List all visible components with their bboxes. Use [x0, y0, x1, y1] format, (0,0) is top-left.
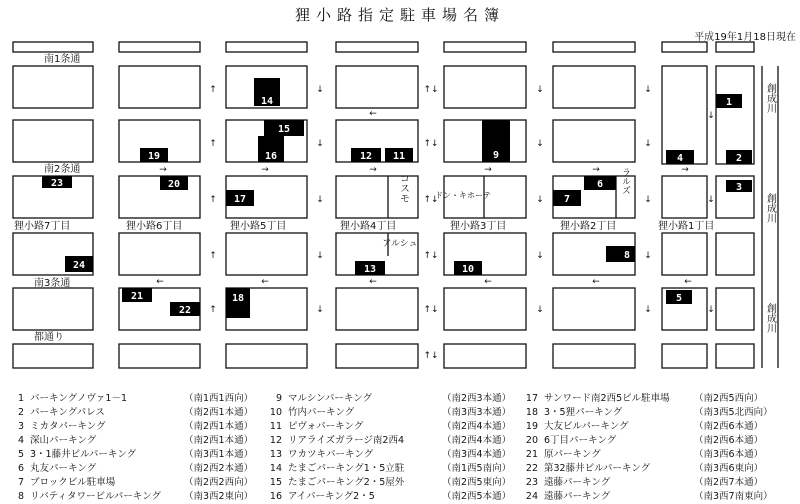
svg-text:9: 9	[492, 150, 500, 161]
legend-item	[4, 418, 253, 432]
parking-lot-2	[726, 150, 752, 164]
parking-lot-18	[226, 288, 250, 318]
legend-item	[518, 404, 773, 418]
legend-item	[262, 474, 511, 488]
svg-text:↓: ↓	[536, 251, 544, 261]
svg-text:16: 16	[264, 151, 278, 162]
river-label: 創成川	[764, 83, 776, 113]
block	[336, 344, 418, 368]
page-title: 狸小路指定駐車場名簿	[294, 6, 505, 24]
legend-number: 16	[269, 491, 282, 502]
tanuki-label-2: 狸小路2丁目	[560, 221, 617, 232]
svg-text:→: →	[484, 165, 492, 175]
svg-text:↓: ↓	[644, 305, 652, 315]
legend-number: 12	[269, 435, 282, 446]
legend-item	[518, 390, 763, 404]
svg-text:5: 5	[675, 293, 683, 304]
parking-lot-11	[385, 148, 413, 162]
block	[444, 42, 526, 52]
date-note: 平成19年1月18日現在	[694, 32, 796, 43]
legend-name: ブロックビル駐車場	[30, 477, 116, 488]
legend-number: 14	[269, 463, 282, 474]
svg-text:↓: ↓	[707, 195, 715, 205]
block	[13, 120, 93, 162]
block	[119, 66, 200, 108]
legend-direction: （南2西1本通）	[184, 421, 254, 432]
legend-name: ピヴォパーキング	[288, 421, 364, 432]
legend-direction: （南2西1本通）	[184, 435, 254, 446]
block	[662, 233, 707, 275]
legend-direction: （南3西6本通）	[694, 449, 764, 460]
legend-number: 1	[17, 393, 24, 404]
legend-item	[518, 418, 763, 432]
svg-text:18: 18	[231, 293, 245, 304]
legend-item	[518, 446, 763, 460]
block	[553, 288, 635, 330]
block	[553, 66, 635, 108]
street-label-s2: 南2条通	[44, 164, 81, 175]
block	[662, 42, 707, 52]
legend-number: 6	[17, 463, 24, 474]
legend-direction: （南2西3本通）	[442, 393, 512, 404]
svg-text:↓: ↓	[644, 85, 652, 95]
legend-direction: （南2西1本通）	[184, 407, 254, 418]
svg-text:10: 10	[461, 264, 475, 275]
building-label-rals: ラルズ	[620, 167, 630, 195]
parking-lot-23	[42, 176, 72, 189]
legend-number: 19	[525, 421, 538, 432]
block	[662, 344, 707, 368]
legend-name: 原パーキング	[544, 449, 601, 460]
legend-item	[262, 446, 511, 460]
svg-text:↓: ↓	[316, 305, 324, 315]
svg-text:→: →	[369, 165, 377, 175]
svg-text:22: 22	[178, 305, 192, 316]
legend-direction: （南2西2西向）	[184, 477, 254, 488]
legend-number: 4	[17, 435, 24, 446]
block	[336, 288, 418, 330]
parking-lot-8	[606, 246, 635, 262]
svg-text:→: →	[681, 165, 689, 175]
legend-name: 深山パーキング	[30, 435, 97, 446]
svg-text:↓: ↓	[536, 305, 544, 315]
block	[119, 233, 200, 275]
tanuki-label-4: 狸小路4丁目	[340, 221, 397, 232]
legend-number: 7	[17, 477, 24, 488]
svg-text:11: 11	[392, 151, 406, 162]
legend	[0, 386, 800, 504]
tanuki-label-1: 狸小路1丁目	[658, 221, 715, 232]
legend-direction: （南2西4本通）	[442, 435, 512, 446]
parking-lot-13	[355, 261, 385, 275]
svg-text:↓: ↓	[316, 139, 324, 149]
legend-item	[262, 432, 511, 446]
legend-item	[4, 432, 253, 446]
tanuki-label-6: 狸小路6丁目	[126, 221, 183, 232]
svg-text:↓: ↓	[707, 111, 715, 121]
svg-text:7: 7	[563, 194, 571, 205]
parking-lot-16	[258, 136, 284, 162]
legend-direction: （南3西2東向）	[184, 491, 254, 502]
parking-lot-3	[726, 180, 752, 193]
svg-text:24: 24	[72, 260, 86, 271]
svg-text:←: ←	[484, 277, 492, 287]
legend-item	[518, 460, 763, 474]
legend-direction: （南1西1西向）	[184, 393, 254, 404]
svg-text:17: 17	[233, 194, 247, 205]
svg-text:23: 23	[50, 178, 64, 189]
block	[716, 66, 754, 164]
svg-text:↓: ↓	[536, 139, 544, 149]
block	[716, 288, 754, 330]
legend-number: 3	[17, 421, 24, 432]
block	[13, 66, 93, 108]
street-label-s1: 南1条通	[44, 54, 81, 65]
legend-item	[262, 460, 511, 474]
tanuki-label-3: 狸小路3丁目	[450, 221, 507, 232]
legend-item	[262, 390, 511, 404]
block	[553, 42, 635, 52]
parking-lot-1	[716, 94, 742, 108]
svg-text:15: 15	[277, 124, 291, 135]
svg-text:↑↓: ↑↓	[423, 251, 439, 261]
block	[13, 288, 93, 330]
legend-number: 23	[525, 477, 538, 488]
river-label: 創成川	[764, 303, 776, 333]
legend-item	[4, 460, 253, 474]
tanuki-label-7: 狸小路7丁目	[14, 221, 71, 232]
legend-name: 3・1藤井ビルパーキング	[30, 449, 137, 460]
legend-direction: （南2西2本通）	[184, 463, 254, 474]
block	[226, 42, 307, 52]
legend-number: 15	[269, 477, 282, 488]
legend-item	[262, 418, 511, 432]
svg-text:1: 1	[725, 97, 733, 108]
legend-item	[518, 474, 763, 488]
parking-lot-9	[482, 120, 510, 162]
svg-text:→: →	[261, 165, 269, 175]
svg-text:↓: ↓	[536, 195, 544, 205]
legend-name: ミカタパーキング	[30, 421, 106, 432]
legend-number: 8	[17, 491, 24, 502]
parking-lot-22	[170, 302, 200, 316]
legend-name: 遠藤パーキング	[544, 491, 611, 502]
svg-text:←: ←	[156, 277, 164, 287]
legend-item	[4, 474, 253, 488]
parking-lot-15	[264, 120, 304, 136]
street-label-miyako: 都通り	[34, 332, 64, 343]
legend-direction: （南2西7本通）	[694, 477, 764, 488]
legend-number: 17	[525, 393, 538, 404]
svg-text:12: 12	[359, 151, 373, 162]
legend-direction: （南3西1本通）	[184, 449, 254, 460]
block	[716, 42, 754, 52]
block	[119, 42, 200, 52]
block	[336, 66, 418, 108]
svg-text:20: 20	[167, 179, 181, 190]
legend-direction: （南2西5西向）	[694, 393, 764, 404]
legend-number: 13	[269, 449, 282, 460]
legend-number: 2	[17, 407, 24, 418]
block	[716, 344, 754, 368]
svg-text:19: 19	[147, 151, 161, 162]
tanuki-label-5: 狸小路5丁目	[230, 221, 287, 232]
parking-lot-12	[351, 148, 381, 162]
legend-name: 6丁目パーキング	[544, 435, 617, 446]
svg-text:21: 21	[130, 291, 144, 302]
svg-text:↓: ↓	[316, 251, 324, 261]
svg-text:←: ←	[684, 277, 692, 287]
legend-name: リバティタワービルパーキング	[30, 491, 162, 502]
legend-direction: （南3西6東向）	[694, 463, 764, 474]
block	[444, 344, 526, 368]
svg-text:→: →	[159, 165, 167, 175]
legend-item	[518, 488, 773, 502]
legend-item	[518, 432, 763, 446]
parking-lot-4	[666, 150, 694, 164]
svg-text:←: ←	[369, 109, 377, 119]
legend-name: 遠藤パーキング	[544, 477, 611, 488]
legend-number: 10	[269, 407, 282, 418]
block	[336, 42, 418, 52]
parking-lot-19	[140, 148, 168, 162]
legend-name: 大友ビルパーキング	[544, 421, 629, 432]
legend-name: たまごパーキング1・5立駐	[288, 463, 405, 474]
svg-text:3: 3	[735, 182, 743, 193]
legend-number: 22	[525, 463, 538, 474]
svg-text:←: ←	[369, 277, 377, 287]
legend-name: ワカツキパーキング	[288, 449, 374, 460]
block	[553, 120, 635, 162]
legend-direction: （南3西7南東向）	[694, 491, 773, 502]
building-label-arsh: アルシュ	[382, 239, 418, 249]
legend-direction: （南2西5本通）	[442, 491, 512, 502]
svg-text:↓: ↓	[644, 251, 652, 261]
svg-text:13: 13	[363, 264, 377, 275]
building-label-don: ドン・キホーテ	[435, 191, 491, 200]
legend-item	[4, 404, 253, 418]
parking-lot-6	[584, 176, 616, 190]
legend-direction: （南1西5南向）	[442, 463, 512, 474]
block	[226, 233, 307, 275]
legend-name: パーキングノヴァ1－1	[30, 393, 128, 404]
legend-name: マルシンパーキング	[288, 393, 373, 404]
svg-text:←: ←	[261, 277, 269, 287]
svg-text:↓: ↓	[536, 85, 544, 95]
block	[226, 344, 307, 368]
legend-direction: （南2西6本通）	[694, 421, 764, 432]
parking-lot-21	[122, 288, 152, 302]
legend-direction: （南3西4本通）	[442, 449, 512, 460]
legend-number: 18	[525, 407, 538, 418]
legend-name: 第32藤井ビルパーキング	[544, 463, 651, 474]
building-label-cosmo: コスモ	[397, 173, 409, 203]
svg-text:14: 14	[260, 96, 274, 107]
block	[13, 344, 93, 368]
legend-name: パーキングパレス	[30, 407, 105, 418]
svg-text:↓: ↓	[316, 195, 324, 205]
legend-item	[262, 404, 511, 418]
legend-number: 20	[525, 435, 538, 446]
block	[444, 66, 526, 108]
parking-lot-7	[553, 190, 581, 206]
svg-text:→: →	[592, 165, 600, 175]
legend-number: 24	[525, 491, 538, 502]
legend-number: 5	[17, 449, 24, 460]
legend-item	[4, 446, 253, 460]
svg-text:↑: ↑	[209, 85, 217, 95]
legend-number: 9	[275, 393, 282, 404]
svg-text:↑↓: ↑↓	[423, 351, 439, 361]
legend-name: 丸友パーキング	[30, 463, 97, 474]
legend-direction: （南3西3本通）	[442, 407, 512, 418]
parking-lot-5	[666, 290, 692, 304]
legend-name: リアライズガラージ南2西4	[288, 435, 405, 446]
legend-direction: （南3西5北西向）	[694, 407, 773, 418]
block	[444, 288, 526, 330]
block	[662, 66, 707, 164]
legend-name: 3・5狸パーキング	[544, 407, 623, 418]
svg-text:↓: ↓	[644, 195, 652, 205]
legend-item	[262, 488, 511, 502]
parking-lot-17	[226, 190, 254, 206]
legend-name: 竹内パーキング	[288, 407, 355, 418]
svg-text:↓: ↓	[644, 139, 652, 149]
svg-text:↑: ↑	[209, 195, 217, 205]
block	[662, 176, 707, 218]
svg-text:↑↓: ↑↓	[423, 139, 439, 149]
legend-item	[4, 488, 253, 502]
svg-text:2: 2	[735, 153, 743, 164]
parking-lot-24	[65, 256, 93, 272]
svg-text:↑↓: ↑↓	[423, 195, 439, 205]
svg-text:↑↓: ↑↓	[423, 305, 439, 315]
legend-number: 21	[525, 449, 538, 460]
legend-name: サンワード南2西5ビル駐車場	[544, 393, 670, 404]
legend-name: アイパーキング2・5	[288, 491, 375, 502]
legend-number: 11	[269, 421, 282, 432]
legend-direction: （南2西5東向）	[442, 477, 512, 488]
svg-text:↑: ↑	[209, 251, 217, 261]
svg-text:←: ←	[592, 277, 600, 287]
block	[553, 344, 635, 368]
street-label-s3: 南3条通	[34, 278, 71, 289]
svg-text:↓: ↓	[316, 85, 324, 95]
legend-item	[4, 390, 253, 404]
block	[13, 42, 93, 52]
parking-lot-20	[160, 176, 188, 190]
svg-text:↑: ↑	[209, 139, 217, 149]
river-label: 創成川	[764, 193, 776, 223]
parking-lot-14	[254, 78, 280, 107]
parking-lot-10	[454, 261, 482, 275]
svg-text:↑↓: ↑↓	[423, 85, 439, 95]
svg-text:↑: ↑	[209, 305, 217, 315]
svg-text:8: 8	[623, 250, 631, 261]
legend-direction: （南2西4本通）	[442, 421, 512, 432]
block	[716, 233, 754, 275]
legend-direction: （南2西6本通）	[694, 435, 764, 446]
svg-text:↓: ↓	[707, 305, 715, 315]
svg-text:6: 6	[596, 179, 604, 190]
block	[119, 344, 200, 368]
svg-text:4: 4	[676, 153, 684, 164]
legend-name: たまごパーキング2・5屋外	[288, 477, 405, 488]
